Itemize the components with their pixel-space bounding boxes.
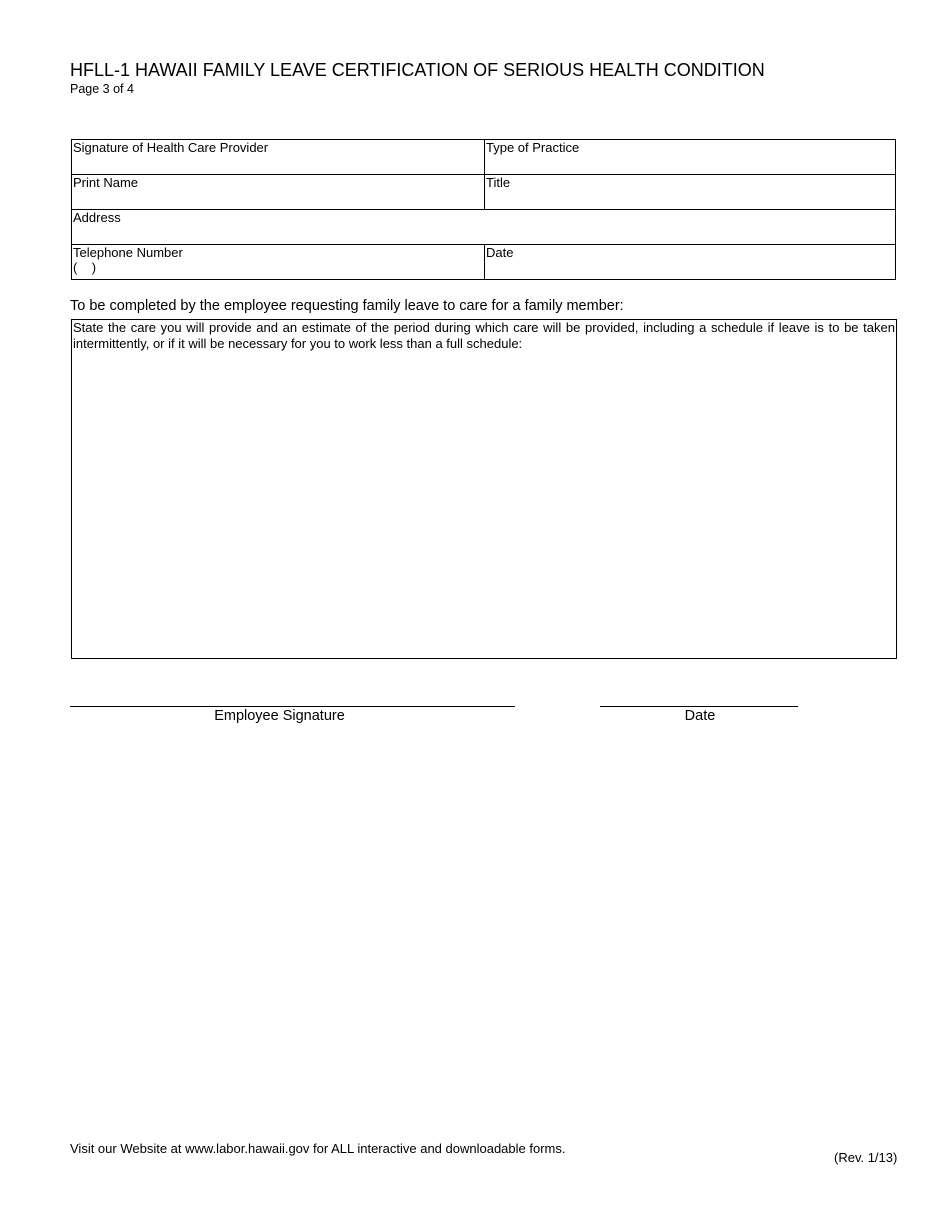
telephone-area-code: ( ) [73, 260, 97, 275]
form-title: HFLL-1 HAWAII FAMILY LEAVE CERTIFICATION OF SERIOUS HEALTH CONDITION [70, 60, 765, 80]
telephone-field[interactable] [72, 245, 485, 280]
revision-label: (Rev. 1/13) [834, 1150, 898, 1165]
care-description-field[interactable] [71, 319, 897, 659]
type-of-practice-field[interactable] [485, 140, 896, 175]
title-field[interactable] [485, 175, 896, 210]
employee-instruction: To be completed by the employee requesting family leave to care for a family member: [70, 298, 624, 314]
provider-signature-label: Signature of Health Care Provider [73, 140, 269, 155]
provider-row-address [72, 210, 896, 245]
care-prompt-text: State the care you will provide and an estimate of the period during which care will be provided, including a schedule if leave is to be taken intermittently, or if it will be necessary for you to work less than a full schedule: [73, 320, 895, 351]
provider-signature-field[interactable] [72, 140, 485, 175]
provider-row-name [72, 175, 896, 210]
telephone-label: Telephone Number [73, 245, 183, 260]
type-of-practice-label: Type of Practice [486, 140, 580, 155]
employee-date-label: Date [684, 708, 716, 724]
page-number: Page 3 of 4 [70, 82, 134, 96]
title-label: Title [486, 175, 511, 190]
print-name-field[interactable] [72, 175, 485, 210]
employee-signature-label: Employee Signature [214, 708, 345, 724]
provider-date-label: Date [486, 245, 514, 260]
print-name-label: Print Name [73, 175, 139, 190]
address-field[interactable] [72, 210, 896, 245]
provider-info-table [71, 139, 896, 280]
provider-row-signature [72, 140, 896, 175]
website-note: Visit our Website at www.labor.hawaii.gov for ALL interactive and downloadable forms. [70, 1141, 566, 1156]
provider-row-phone [72, 245, 896, 280]
provider-date-field[interactable] [485, 245, 896, 280]
address-label: Address [73, 210, 121, 225]
